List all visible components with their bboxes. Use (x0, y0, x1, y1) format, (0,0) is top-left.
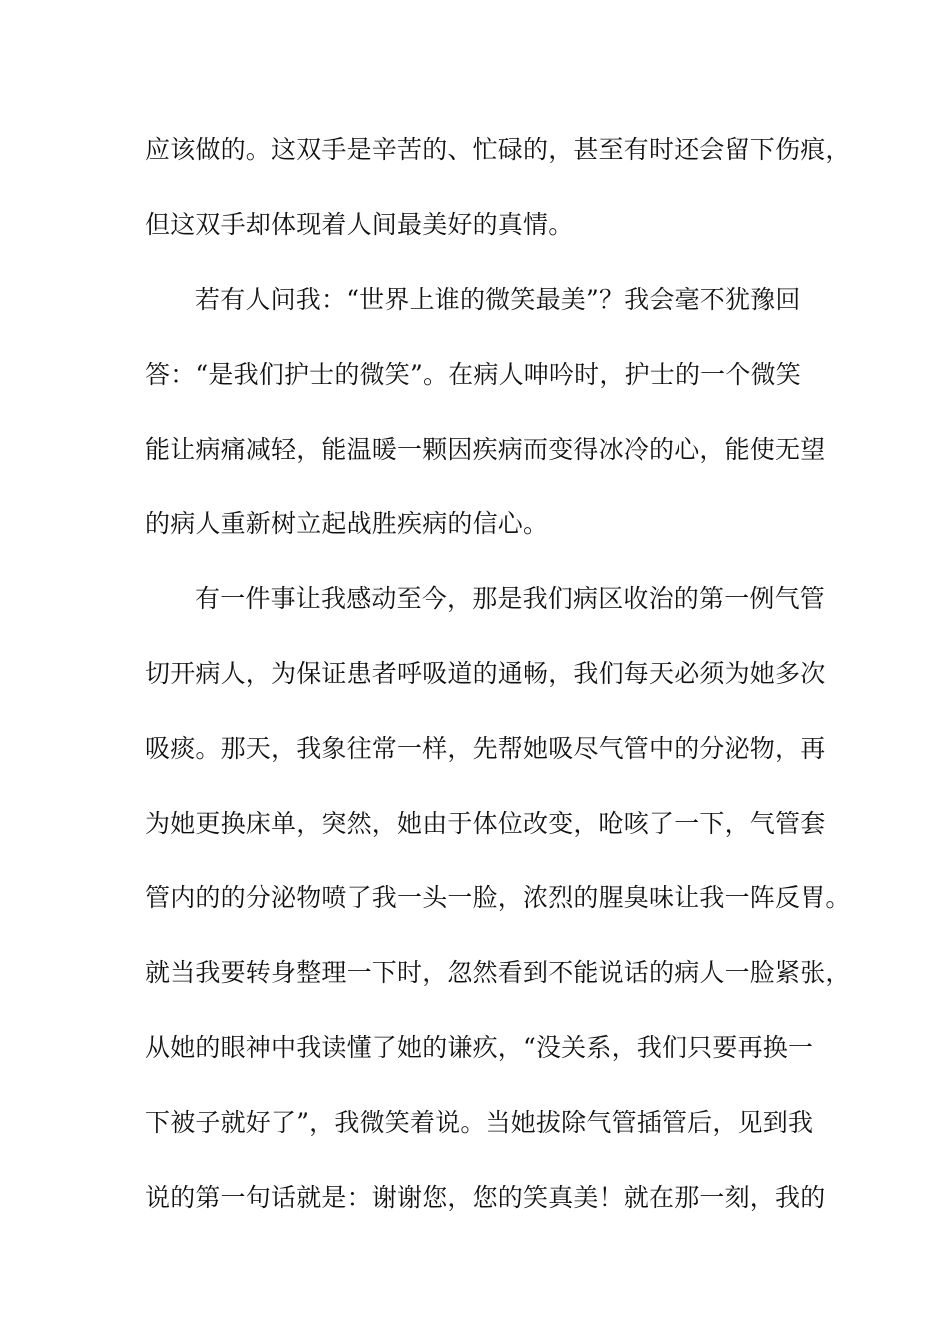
text-line: 下被子就好了”，我微笑着说。当她拔除气管插管后，见到我 (145, 1108, 814, 1137)
text-line: 能让病痛减轻，能温暖一颗因疾病而变得冰冷的心，能使无望 (145, 435, 826, 464)
paragraph-start-line: 若有人问我：“世界上谁的微笑最美”？我会毫不犹豫回 (195, 285, 801, 314)
text-line: 说的第一句话就是：谢谢您，您的笑真美！就在那一刻，我的 (145, 1183, 826, 1212)
text-line: 但这双手却体现着人间最美好的真情。 (145, 210, 574, 239)
paragraph-start-line: 有一件事让我感动至今，那是我们病区收治的第一例气管 (195, 584, 826, 613)
text-line: 应该做的。这双手是辛苦的、忙碌的，甚至有时还会留下伤痕， (145, 135, 851, 164)
text-line: 就当我要转身整理一下时，忽然看到不能说话的病人一脸紧张， (145, 958, 851, 987)
text-line: 答：“是我们护士的微笑”。在病人呻吟时，护士的一个微笑 (145, 360, 801, 389)
text-line: 切开病人，为保证患者呼吸道的通畅，我们每天必须为她多次 (145, 659, 826, 688)
text-line: 管内的的分泌物喷了我一头一脸，浓烈的腥臭味让我一阵反胃。 (145, 883, 851, 912)
text-line: 从她的眼神中我读懂了她的谦疚，“没关系，我们只要再换一 (145, 1033, 814, 1062)
text-line: 吸痰。那天，我象往常一样，先帮她吸尽气管中的分泌物，再 (145, 734, 826, 763)
text-line: 的病人重新树立起战胜疾病的信心。 (145, 509, 549, 538)
text-line: 为她更换床单，突然，她由于体位改变，呛咳了一下，气管套 (145, 809, 826, 838)
